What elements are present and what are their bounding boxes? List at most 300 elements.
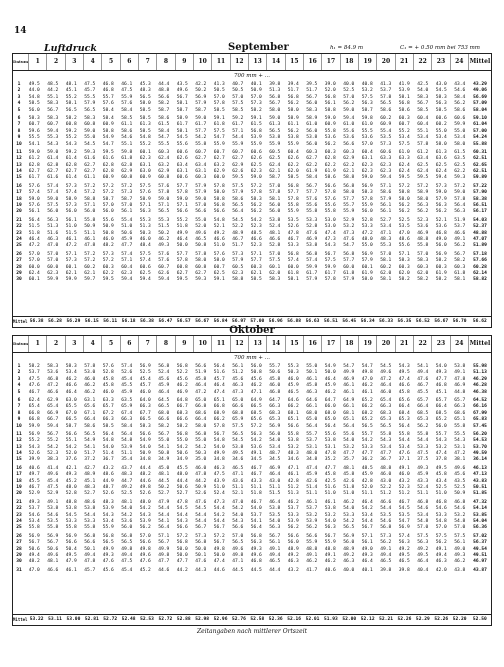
value-cell: 53.8 bbox=[65, 506, 77, 512]
value-cell: 53.1 bbox=[454, 444, 466, 450]
value-cell: 56.7 bbox=[324, 533, 336, 539]
value-cell: 52.9 bbox=[28, 491, 40, 497]
day-cell: 2 bbox=[17, 88, 21, 94]
mittel-cell: 52.88 bbox=[176, 617, 191, 622]
value-cell: 46.2 bbox=[324, 389, 336, 395]
value-cell: 59.0 bbox=[324, 115, 336, 121]
value-cell: 54.2 bbox=[213, 512, 225, 518]
value-cell: 58.3 bbox=[47, 115, 59, 121]
value-cell: 55.1 bbox=[121, 141, 133, 147]
value-cell: 52.8 bbox=[361, 217, 373, 223]
value-cell: 61.8 bbox=[213, 122, 225, 128]
value-cell: 57.9 bbox=[195, 183, 207, 189]
value-cell: 58.0 bbox=[454, 141, 466, 147]
value-cell: 60.9 bbox=[139, 175, 151, 181]
day-cell: 6 bbox=[17, 397, 21, 403]
value-cell: 42.8 bbox=[287, 478, 299, 484]
value-cell: 47.5 bbox=[47, 485, 59, 491]
value-cell: 57.3 bbox=[195, 533, 207, 539]
column-header: 16 bbox=[303, 54, 321, 70]
value-cell: 36.7 bbox=[102, 457, 114, 463]
mittel-cell: 56.84 bbox=[213, 319, 228, 324]
column-header: 3 bbox=[65, 336, 83, 352]
value-cell: 68.6 bbox=[195, 410, 207, 416]
value-cell: 62.1 bbox=[84, 270, 96, 276]
value-cell: 48.8 bbox=[65, 499, 77, 505]
mittel-cell: 57.00 bbox=[250, 319, 265, 324]
value-cell: 46.1 bbox=[65, 236, 77, 242]
value-cell: 59.0 bbox=[47, 196, 59, 202]
value-cell: 50.3 bbox=[195, 451, 207, 457]
value-cell: 57.8 bbox=[176, 190, 188, 196]
value-cell: 52.3 bbox=[250, 224, 262, 230]
value-cell: 55.0 bbox=[195, 217, 207, 223]
mean-cell: 46.28 bbox=[473, 383, 487, 389]
value-cell: 55.6 bbox=[324, 431, 336, 437]
value-cell: 46.8 bbox=[417, 499, 429, 505]
value-cell: 51.7 bbox=[306, 88, 318, 94]
value-cell: 54.0 bbox=[139, 444, 151, 450]
value-cell: 55.9 bbox=[306, 540, 318, 546]
value-cell: 40.7 bbox=[232, 82, 244, 87]
day-cell: 19 bbox=[16, 485, 22, 491]
value-cell: 54.0 bbox=[121, 506, 133, 512]
value-cell: 57.8 bbox=[158, 190, 170, 196]
value-cell: 53.3 bbox=[435, 512, 447, 518]
value-cell: 59.4 bbox=[139, 277, 151, 283]
value-cell: 34.8 bbox=[213, 457, 225, 463]
value-cell: 60.6 bbox=[176, 149, 188, 155]
value-cell: 46.6 bbox=[65, 383, 77, 389]
value-cell: 57.9 bbox=[84, 101, 96, 107]
value-cell: 55.0 bbox=[158, 438, 170, 444]
value-cell: 51.3 bbox=[47, 224, 59, 230]
value-cell: 45.4 bbox=[121, 567, 133, 573]
value-cell: 53.5 bbox=[287, 217, 299, 223]
value-cell: 44.2 bbox=[176, 567, 188, 573]
value-cell: 45.6 bbox=[158, 376, 170, 382]
value-cell: 58.7 bbox=[121, 196, 133, 202]
value-cell: 57.7 bbox=[343, 258, 355, 264]
value-cell: 43.4 bbox=[435, 478, 447, 484]
value-cell: 54.3 bbox=[47, 141, 59, 147]
value-cell: 52.4 bbox=[158, 370, 170, 376]
value-cell: 57.1 bbox=[398, 251, 410, 257]
value-cell: 52.6 bbox=[102, 491, 114, 497]
value-cell: 56.0 bbox=[65, 209, 77, 215]
value-cell: 53.4 bbox=[28, 518, 40, 524]
value-cell: 51.1 bbox=[84, 230, 96, 236]
column-header: 19 bbox=[358, 336, 376, 352]
mittel-cell: 53.00 bbox=[66, 617, 81, 622]
value-cell: 47.2 bbox=[65, 243, 77, 249]
value-cell: 54.0 bbox=[232, 512, 244, 518]
value-cell: 57.4 bbox=[65, 190, 77, 196]
value-cell: 49.5 bbox=[435, 465, 447, 471]
value-cell: 58.7 bbox=[176, 107, 188, 113]
value-cell: 59.4 bbox=[47, 423, 59, 429]
value-cell: 48.5 bbox=[250, 230, 262, 236]
mean-cell: 57.02 bbox=[473, 533, 487, 539]
value-cell: 55.8 bbox=[84, 217, 96, 223]
column-header: 5 bbox=[101, 54, 119, 70]
value-cell: 50.6 bbox=[121, 230, 133, 236]
value-cell: 58.9 bbox=[65, 196, 77, 202]
value-cell: 60.8 bbox=[176, 264, 188, 270]
mittel-cell: 51.93 bbox=[323, 617, 338, 622]
day-cell: 12 bbox=[16, 156, 22, 162]
mittel-label: Mittel bbox=[13, 319, 28, 324]
oktober-rows bbox=[13, 364, 491, 574]
value-cell: 56.3 bbox=[361, 101, 373, 107]
value-cell: 60.3 bbox=[250, 264, 262, 270]
value-cell: 57.3 bbox=[232, 251, 244, 257]
value-cell: 57.5 bbox=[454, 533, 466, 539]
value-cell: 62.3 bbox=[47, 270, 59, 276]
value-cell: 47.8 bbox=[84, 243, 96, 249]
value-cell: 60.8 bbox=[65, 122, 77, 128]
value-cell: 42.7 bbox=[84, 465, 96, 471]
value-cell: 44.4 bbox=[269, 567, 281, 573]
value-cell: 56.8 bbox=[287, 251, 299, 257]
value-cell: 55.9 bbox=[232, 141, 244, 147]
value-cell: 58.1 bbox=[287, 277, 299, 283]
value-cell: 58.8 bbox=[343, 175, 355, 181]
value-cell: 62.6 bbox=[287, 156, 299, 162]
value-cell: 60.1 bbox=[269, 264, 281, 270]
value-cell: 45.5 bbox=[28, 478, 40, 484]
value-cell: 46.5 bbox=[269, 559, 281, 565]
value-cell: 57.2 bbox=[250, 183, 262, 189]
mittel-cell: 56.67 bbox=[434, 319, 449, 324]
value-cell: 57.5 bbox=[47, 203, 59, 209]
value-cell: 60.2 bbox=[84, 264, 96, 270]
value-cell: 55.8 bbox=[195, 141, 207, 147]
mean-cell: 56.17 bbox=[473, 209, 487, 215]
value-cell: 55.5 bbox=[454, 431, 466, 437]
value-cell: 53.6 bbox=[417, 224, 429, 230]
day-cell: 21 bbox=[16, 499, 22, 505]
value-cell: 58.3 bbox=[306, 107, 318, 113]
value-cell: 50.0 bbox=[176, 546, 188, 552]
column-header: 11 bbox=[211, 54, 229, 70]
value-cell: 56.1 bbox=[380, 203, 392, 209]
value-cell: 47.5 bbox=[84, 82, 96, 87]
value-cell: 47.0 bbox=[28, 567, 40, 573]
value-cell: 57.0 bbox=[417, 525, 429, 531]
unit-label: 700 mm + ... bbox=[233, 355, 271, 361]
value-cell: 56.6 bbox=[213, 209, 225, 215]
mean-cell: 62.51 bbox=[473, 169, 487, 175]
value-cell: 50.9 bbox=[102, 224, 114, 230]
value-cell: 49.5 bbox=[398, 370, 410, 376]
day-cell: 13 bbox=[16, 444, 22, 450]
value-cell: 53.8 bbox=[287, 135, 299, 141]
value-cell: 55.4 bbox=[121, 217, 133, 223]
mean-cell: 56.51 bbox=[473, 203, 487, 209]
value-cell: 68.1 bbox=[343, 410, 355, 416]
value-cell: 56.6 bbox=[195, 364, 207, 369]
mean-cell: 56.37 bbox=[473, 540, 487, 546]
value-cell: 40.4 bbox=[417, 567, 429, 573]
value-cell: 52.0 bbox=[65, 451, 77, 457]
value-cell: 58.3 bbox=[398, 258, 410, 264]
value-cell: 57.9 bbox=[195, 101, 207, 107]
value-cell: 60.1 bbox=[139, 149, 151, 155]
value-cell: 66.4 bbox=[84, 417, 96, 423]
value-cell: 46.2 bbox=[324, 559, 336, 565]
value-cell: 58.2 bbox=[158, 101, 170, 107]
value-cell: 68.8 bbox=[232, 410, 244, 416]
column-header: 3 bbox=[65, 54, 83, 70]
value-cell: 57.5 bbox=[232, 423, 244, 429]
value-cell: 66.3 bbox=[139, 404, 151, 410]
value-cell: 44.3 bbox=[195, 567, 207, 573]
value-cell: 60.5 bbox=[232, 264, 244, 270]
value-cell: 34.9 bbox=[176, 457, 188, 463]
value-cell: 54.4 bbox=[398, 438, 410, 444]
value-cell: 56.6 bbox=[176, 525, 188, 531]
value-cell: 66.3 bbox=[454, 404, 466, 410]
value-cell: 65.0 bbox=[195, 397, 207, 403]
value-cell: 47.5 bbox=[28, 376, 40, 382]
value-cell: 55.6 bbox=[176, 141, 188, 147]
value-cell: 56.6 bbox=[158, 94, 170, 100]
value-cell: 62.3 bbox=[361, 162, 373, 168]
value-cell: 66.3 bbox=[269, 404, 281, 410]
value-cell: 37.5 bbox=[417, 457, 429, 463]
value-cell: 44.9 bbox=[102, 478, 114, 484]
value-cell: 55.9 bbox=[343, 209, 355, 215]
value-cell: 45.7 bbox=[84, 88, 96, 94]
value-cell: 54.0 bbox=[102, 444, 114, 450]
value-cell: 63.4 bbox=[195, 162, 207, 168]
value-cell: 52.3 bbox=[417, 217, 429, 223]
value-cell: 55.9 bbox=[250, 141, 262, 147]
value-cell: 49.6 bbox=[47, 472, 59, 478]
value-cell: 54.8 bbox=[139, 135, 151, 141]
value-cell: 46.6 bbox=[380, 499, 392, 505]
value-cell: 66.2 bbox=[287, 404, 299, 410]
value-cell: 56.7 bbox=[361, 525, 373, 531]
value-cell: 49.9 bbox=[213, 451, 225, 457]
value-cell: 47.3 bbox=[232, 389, 244, 395]
value-cell: 48.0 bbox=[361, 236, 373, 242]
value-cell: 46.5 bbox=[195, 236, 207, 242]
value-cell: 58.4 bbox=[121, 423, 133, 429]
value-cell: 51.3 bbox=[287, 491, 299, 497]
mittel-cell: 56.97 bbox=[232, 319, 246, 324]
column-header: Mittel bbox=[468, 336, 491, 352]
value-cell: 59.0 bbox=[195, 196, 207, 202]
mittel-cell: 52.16 bbox=[287, 617, 302, 622]
value-cell: 57.2 bbox=[250, 423, 262, 429]
value-cell: 54.5 bbox=[176, 135, 188, 141]
value-cell: 59.2 bbox=[232, 115, 244, 121]
value-cell: 53.3 bbox=[361, 444, 373, 450]
value-cell: 47.2 bbox=[454, 451, 466, 457]
day-cell: 23 bbox=[16, 230, 22, 236]
value-cell: 43.0 bbox=[380, 478, 392, 484]
value-cell: 54.6 bbox=[435, 506, 447, 512]
section-title: Luftdruck bbox=[44, 43, 97, 54]
value-cell: 56.2 bbox=[435, 209, 447, 215]
value-cell: 58.2 bbox=[65, 115, 77, 121]
value-cell: 60.3 bbox=[195, 175, 207, 181]
value-cell: 46.9 bbox=[417, 230, 429, 236]
mean-cell: 47.32 bbox=[473, 499, 487, 505]
mean-cell: 49.51 bbox=[473, 552, 487, 558]
value-cell: 48.6 bbox=[398, 236, 410, 242]
value-cell: 56.3 bbox=[324, 525, 336, 531]
value-cell: 52.6 bbox=[195, 491, 207, 497]
value-cell: 59.5 bbox=[176, 277, 188, 283]
value-cell: 53.3 bbox=[84, 518, 96, 524]
mittel-cell: 52.76 bbox=[232, 617, 246, 622]
value-cell: 56.6 bbox=[84, 540, 96, 546]
value-cell: 53.1 bbox=[306, 444, 318, 450]
value-cell: 56.2 bbox=[454, 101, 466, 107]
value-cell: 47.8 bbox=[84, 559, 96, 565]
value-cell: 57.0 bbox=[232, 94, 244, 100]
value-cell: 55.6 bbox=[398, 243, 410, 249]
value-cell: 56.4 bbox=[324, 423, 336, 429]
value-cell: 56.2 bbox=[287, 525, 299, 531]
value-cell: 57.8 bbox=[324, 190, 336, 196]
value-cell: 57.0 bbox=[121, 203, 133, 209]
value-cell: 53.8 bbox=[324, 438, 336, 444]
value-cell: 59.4 bbox=[435, 175, 447, 181]
column-header: 10 bbox=[193, 54, 211, 70]
value-cell: 34.6 bbox=[287, 457, 299, 463]
value-cell: 46.8 bbox=[250, 559, 262, 565]
value-cell: 47.8 bbox=[324, 451, 336, 457]
value-cell: 54.0 bbox=[417, 88, 429, 94]
value-cell: 49.1 bbox=[380, 546, 392, 552]
value-cell: 57.1 bbox=[380, 183, 392, 189]
value-cell: 59.0 bbox=[269, 115, 281, 121]
value-cell: 47.6 bbox=[306, 230, 318, 236]
value-cell: 49.3 bbox=[361, 552, 373, 558]
value-cell: 57.5 bbox=[417, 533, 429, 539]
value-cell: 56.2 bbox=[250, 209, 262, 215]
value-cell: 62.8 bbox=[324, 156, 336, 162]
value-cell: 63.1 bbox=[139, 162, 151, 168]
value-cell: 44.6 bbox=[139, 478, 151, 484]
value-cell: 60.6 bbox=[176, 175, 188, 181]
value-cell: 60.3 bbox=[417, 264, 429, 270]
value-cell: 66.8 bbox=[28, 417, 40, 423]
value-cell: 49.6 bbox=[139, 552, 151, 558]
value-cell: 54.8 bbox=[213, 217, 225, 223]
table-row bbox=[13, 390, 491, 396]
value-cell: 39.8 bbox=[269, 82, 281, 87]
value-cell: 60.9 bbox=[324, 122, 336, 128]
value-cell: 56.3 bbox=[454, 209, 466, 215]
value-cell: 45.9 bbox=[306, 472, 318, 478]
value-cell: 66.5 bbox=[250, 404, 262, 410]
value-cell: 42.0 bbox=[435, 567, 447, 573]
value-cell: 56.0 bbox=[306, 141, 318, 147]
value-cell: 62.0 bbox=[417, 270, 429, 276]
value-cell: 56.8 bbox=[250, 533, 262, 539]
value-cell: 58.2 bbox=[158, 423, 170, 429]
value-cell: 46.0 bbox=[195, 465, 207, 471]
value-cell: 56.4 bbox=[398, 423, 410, 429]
value-cell: 54.4 bbox=[232, 135, 244, 141]
value-cell: 48.1 bbox=[121, 499, 133, 505]
value-cell: 46.3 bbox=[47, 236, 59, 242]
value-cell: 58.1 bbox=[380, 277, 392, 283]
mittel-cell: 52.01 bbox=[305, 617, 320, 622]
value-cell: 44.7 bbox=[121, 478, 133, 484]
value-cell: 47.7 bbox=[343, 451, 355, 457]
value-cell: 61.0 bbox=[398, 149, 410, 155]
value-cell: 50.5 bbox=[232, 88, 244, 94]
value-cell: 60.0 bbox=[287, 264, 299, 270]
mittel-cell: 52.26 bbox=[434, 617, 449, 622]
value-cell: 62.7 bbox=[195, 156, 207, 162]
value-cell: 56.2 bbox=[250, 203, 262, 209]
value-cell: 54.5 bbox=[84, 141, 96, 147]
value-cell: 46.0 bbox=[102, 389, 114, 395]
value-cell: 58.7 bbox=[269, 175, 281, 181]
value-cell: 57.0 bbox=[269, 251, 281, 257]
mittel-cell: 52.96 bbox=[213, 617, 228, 622]
value-cell: 55.2 bbox=[28, 438, 40, 444]
value-cell: 58.5 bbox=[232, 107, 244, 113]
value-cell: 55.9 bbox=[102, 525, 114, 531]
value-cell: 54.0 bbox=[435, 364, 447, 369]
value-cell: 52.6 bbox=[121, 370, 133, 376]
value-cell: 52.5 bbox=[121, 491, 133, 497]
value-cell: 53.4 bbox=[65, 370, 77, 376]
value-cell: 47.1 bbox=[232, 472, 244, 478]
value-cell: 55.2 bbox=[47, 438, 59, 444]
value-cell: 57.1 bbox=[232, 128, 244, 134]
value-cell: 46.8 bbox=[102, 88, 114, 94]
value-cell: 57.3 bbox=[65, 258, 77, 264]
value-cell: 50.1 bbox=[84, 546, 96, 552]
value-cell: 58.5 bbox=[121, 115, 133, 121]
value-cell: 53.5 bbox=[269, 512, 281, 518]
value-cell: 53.7 bbox=[28, 506, 40, 512]
value-cell: 47.4 bbox=[213, 389, 225, 395]
value-cell: 49.2 bbox=[417, 546, 429, 552]
value-cell: 51.1 bbox=[417, 491, 429, 497]
mean-cell: 57.90 bbox=[473, 190, 487, 196]
value-cell: 55.6 bbox=[343, 128, 355, 134]
value-cell: 62.0 bbox=[380, 270, 392, 276]
value-cell: 58.9 bbox=[287, 115, 299, 121]
value-cell: 54.5 bbox=[380, 364, 392, 369]
value-cell: 56.2 bbox=[398, 203, 410, 209]
value-cell: 56.7 bbox=[213, 431, 225, 437]
value-cell: 47.7 bbox=[435, 376, 447, 382]
value-cell: 66.2 bbox=[361, 404, 373, 410]
column-header: Datum bbox=[13, 341, 29, 346]
value-cell: 56.0 bbox=[269, 203, 281, 209]
column-header: 21 bbox=[395, 336, 413, 352]
day-cell: 18 bbox=[16, 196, 22, 202]
value-cell: 56.9 bbox=[343, 533, 355, 539]
mittel-cell: 56.29 bbox=[66, 319, 81, 324]
value-cell: 63.1 bbox=[176, 169, 188, 175]
value-cell: 51.0 bbox=[324, 491, 336, 497]
value-cell: 65.9 bbox=[121, 404, 133, 410]
value-cell: 47.5 bbox=[121, 88, 133, 94]
value-cell: 62.8 bbox=[28, 162, 40, 168]
